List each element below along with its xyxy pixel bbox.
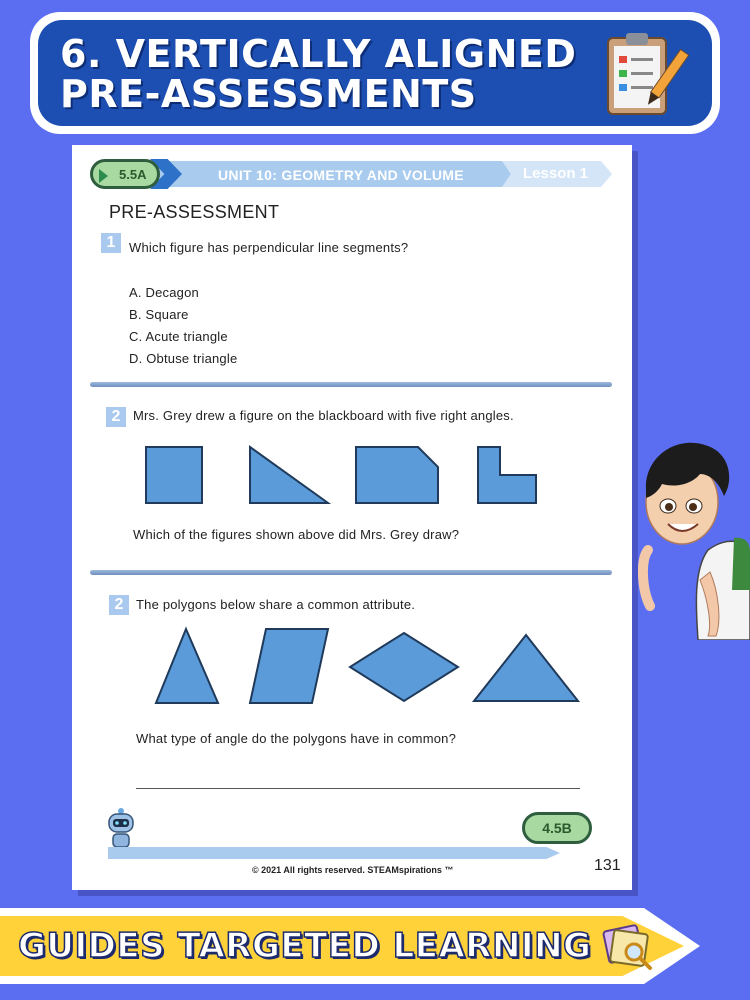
page-number: 131	[594, 857, 621, 874]
standard-badge-footer	[522, 812, 592, 844]
question-1-number: 1	[101, 233, 121, 253]
figure-l-shape	[478, 447, 536, 503]
right-angle-figures	[132, 443, 552, 507]
footer-standard-code: 4.5B	[542, 820, 572, 836]
standard-code: 5.5A	[119, 167, 147, 182]
bottom-banner-text: GUIDES TARGETED LEARNING	[18, 926, 592, 966]
title-banner-inner	[38, 20, 712, 126]
unit-title: UNIT 10: GEOMETRY AND VOLUME	[218, 167, 464, 183]
question-3-prompt: What type of angle do the polygons have in common?	[136, 731, 457, 746]
worksheet-page	[72, 145, 632, 890]
choice-a: A. Decagon	[129, 285, 199, 300]
banner-title	[60, 34, 600, 114]
play-icon	[99, 169, 108, 183]
figure-pentagon	[356, 447, 438, 503]
divider	[90, 570, 612, 575]
polygon-figures	[152, 625, 582, 707]
question-3-text: The polygons below share a common attribute.	[136, 597, 416, 612]
page-title: PRE-ASSESSMENT	[109, 202, 280, 222]
question-2-number: 2	[106, 407, 126, 427]
footer-bar	[108, 847, 560, 859]
figure-acute-triangle	[156, 629, 218, 703]
boy-character-illustration	[638, 440, 750, 640]
sticky-notes-magnifier-icon	[598, 918, 656, 974]
choice-b: B. Square	[129, 307, 189, 322]
figure-rhombus	[350, 633, 458, 701]
question-1-text: Which figure has perpendicular line segments?	[129, 240, 409, 255]
standard-badge	[90, 159, 160, 189]
answer-line[interactable]	[136, 788, 580, 789]
banner-title-line-2: PRE-ASSESSMENTS	[60, 72, 477, 116]
question-3-number: 2	[109, 595, 129, 615]
choice-c: C. Acute triangle	[129, 329, 228, 344]
clipboard-checklist-icon	[600, 30, 690, 118]
copyright-notice: © 2021 All rights reserved. STEAMspirations ™	[252, 865, 454, 875]
lesson-label: Lesson 1	[523, 165, 589, 182]
title-banner	[30, 12, 720, 134]
banner-title-line-1: 6. VERTICALLY ALIGNED	[60, 32, 577, 76]
figure-square	[146, 447, 202, 503]
figure-parallelogram	[250, 629, 328, 703]
divider	[90, 382, 612, 387]
figure-obtuse-triangle	[474, 635, 578, 701]
figure-right-triangle	[250, 447, 328, 503]
choice-d: D. Obtuse triangle	[129, 351, 238, 366]
question-2-prompt: Which of the figures shown above did Mrs. Grey draw?	[133, 527, 460, 542]
question-2-text: Mrs. Grey drew a figure on the blackboard with five right angles.	[133, 408, 514, 423]
worksheet-header	[90, 159, 612, 189]
